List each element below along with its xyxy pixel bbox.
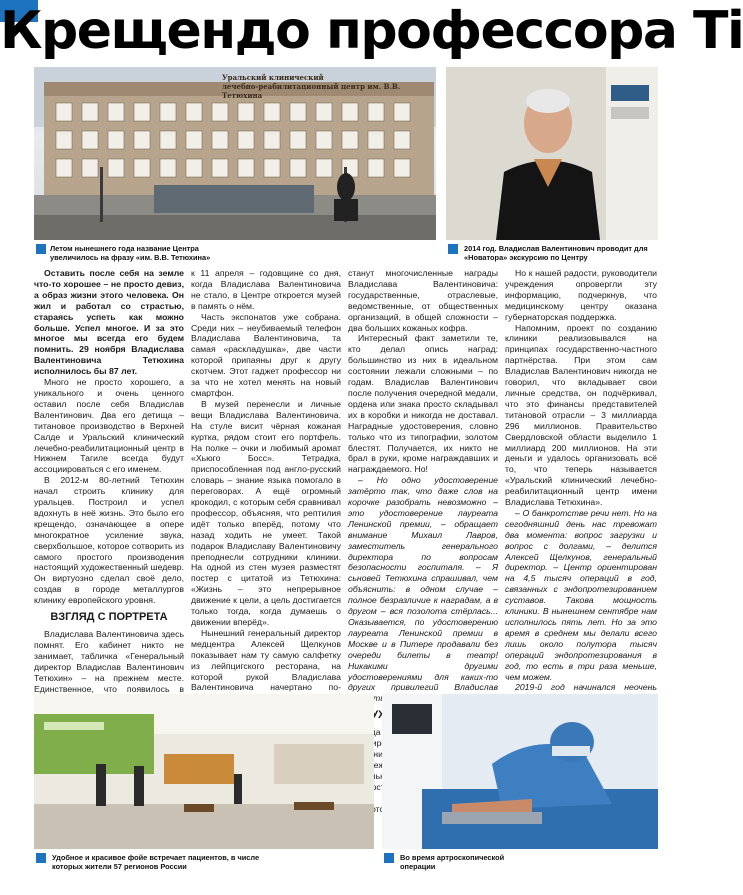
paragraph: Владислава Валентиновича здесь помнят. Его кабинет никто не занимает, табличка «Генеральный директор Владислав Валентинович Тетюхин» – на прежнем месте. Единственное, что появилось в [34, 629, 184, 694]
foyer-illustration [34, 694, 374, 849]
caption-marker [36, 244, 46, 254]
quote-paragraph: – Но одно удостоверение затёрто так, что даже слов на корочке разобрать невозможно – это удостоверение лауреата Ленинской премии, – обращает внимание Михаил Лавров, заместитель генерального директора по вопросам безопасности госпиталя. – Я сьновей Тетюхина спрашивал, чем объяснить: в одном случае – полное безразличие к наградам, а в другом – вся позолота стёрлась... Оказывается, по удостоверению лауреата Ленинской премии в Москве и в Питере продавали без очереди билеты в театр! Никакими другими удостоверениями для каких-то других привилегий Владислав Валентинович [348, 475, 498, 704]
paragraph: Много не просто хорошего, а уникального и очень ценного оставил после себя Владислав Валентинович. Два его детища – титановое производство в Верхней Салде и Уральский клинический лечебно-реабилитационный центр в Нижнем Тагиле всегда будут ассоциироваться с его именем. [34, 377, 184, 475]
paragraph: Но к нашей радости, руководители учреждения опровергли эту информацию, подчеркнув, что медицинскому центру оказана губернаторская поддержка. [505, 268, 657, 322]
paragraph: Напомним, проект по созданию клиники реализовывался на принципах государственно-частного партнёрства. При этом сам Владислав Валентинович никогда не говорил, что вкладывает свои личные средства, он подчёркивал, что это финансы представителей титановой отрасли – 3 миллиарда 296 миллионов. Правительство Свердловской области выделило 1 миллиард 200 миллионов. На эти деньги и удалось организовать всё то, что теперь называется «Уральский клинический лечебно-реабилитационный центр имени Владислава Тетюхина». [505, 322, 657, 508]
photo-foyer [34, 694, 374, 849]
paragraph: станут многочисленные награды Владислава Валентиновича: государственные, отраслевые, ведомственные, от общественных организаций, в общей сложности – два больших кожаных кофра. [348, 268, 498, 333]
paragraph: спланировали прежде [348, 738, 406, 770]
caption-marker [36, 853, 46, 863]
paragraph: В музей перенесли и личные вещи Владислава Валентиновича. На стуле висит чёрная кожаная куртка, рядом стоит его портфель. На полке – очки и любимый аромат «Хьюго Босс». Тетрадка, приспособленная под англо-русский словарь – знание языка помогало в переговорах. А ещё огромный крокодил, с которым себя сравнивал профессор, объясняя, что рептилия идёт только вперёд, потому что назад ходить не умеет. Такой подарок Владиславу Валентиновичу преподнесли сотрудники клиники. На одной из стен музея разместят постер с цитатой из Тетюхина: «Жизнь – это непрерывное движение к цели, а цель достигается только тогда, когда думаешь о движении вперёд». [191, 398, 341, 627]
photo-portrait [446, 67, 658, 240]
quote-paragraph: 2019-й год начинался неочень [515, 682, 657, 693]
photo-caption: Удобное и красивое фойе встречает пациентов, в числе которых жители 57 регионов России [52, 853, 260, 871]
article-column-4 [505, 268, 657, 693]
article-column-3 [348, 268, 498, 770]
paragraph: Часть экспонатов уже собрана. Среди них – неубиваемый телефон Владислава Валентиновича, та самая «раскладушка», две части которой припаяны друг к другу скотчем. Этот гаджет профессор ни за что не хотел менять на новый смартфон. [191, 311, 341, 398]
page-title: Крещендо профессора Ті [0, 1, 743, 61]
section-heading: ВЗГЛЯД С ПОРТРЕТА [50, 611, 168, 624]
photo-caption: Летом нынешнего года название Центра увеличилось на фразу «им. В.В. Тетюхина» [50, 244, 211, 262]
paragraph: Нынешний генеральный директор медцентра Алексей Щелкунов показывает нам ту самую салфетку из лейпцигского ресторана, на которой рукой Владислава Валентиновича начертано по- [191, 627, 341, 693]
quote-paragraph: – О банкротстве речи нет. Но на сегодняшний день нас тревожат два момента: вопрос загрузки и вопрос с долгами, – делится Алексей Щелкунов, генеральный директор. – Центр ориентирован на 4,5 тысяч операций в год, связанных с эндопротезированием суставов. Такова мощность клиники. В нынешнем сентябре нам исполнилось пять лет. Но за это время в среднем мы делали всего лишь около полутора тысяч операций эндопротезирования в год, то есть в три раза меньше, чем можем. [505, 507, 657, 682]
paragraph: В 2012-м 80-летний Тетюхин начал строить клинику для уральцев. Построил и успел вдохнуть в неё жизнь. Это было его крещендо, означающее в опере многократное усиление звука, сверхбольшое, которое сотворить из самого простого производения настоящий художественный шедевр. Он виртуозно сделал своё дело, создав в городе металлургов клинику европейского уровня. [34, 475, 184, 606]
article-column-1 [34, 268, 184, 694]
surgery-illustration [382, 694, 658, 849]
caption-marker [448, 244, 458, 254]
section-heading: СЛУХИ [355, 709, 394, 722]
photo-caption: 2014 год. Владислав Валентинович проводит для «Новатора» экскурсию по Центру [464, 244, 648, 262]
lead-paragraph: Оставить после себя на земле что-то хорошее – не просто девиз, а образ жизни этого человека. Он жил и работал со страстью, стараясь успеть как можно больше. Успел многое. И за это многое мы всегда его будем помнить. 29 ноября Владислава Валентиновича Тетюхина исполнилось бы 87 лет. [34, 268, 184, 377]
article-column-2 [191, 268, 341, 693]
photo-surgery [382, 694, 658, 849]
photo-caption: Во время артроскопической операции [400, 853, 505, 871]
photo-building [34, 67, 436, 240]
portrait-illustration [446, 67, 658, 240]
paragraph: к 11 апреля – годовщине со дня, когда Владислава Валентиновича не стало, в Центре откроется музей в память о нём. [191, 268, 341, 311]
caption-marker [384, 853, 394, 863]
paragraph: Интересный факт заметили те, кто делал опись наград: большинство из них в идеальном состоянии лежали сложными – по годам. Владислав Валентинович после получения очередной медали, ордена или знака просто складывал их в коробки и никогда не доставал. Наградные удостоверения, словно только что из типографии, золотом блестят. Получается, их никто не брал в руки, кроме награждавших и награждаемого. Но! [348, 333, 498, 475]
building-sign: Уральский клинический лечебно-реабилитационный центр им. В.В. Тетюхина [222, 73, 401, 100]
